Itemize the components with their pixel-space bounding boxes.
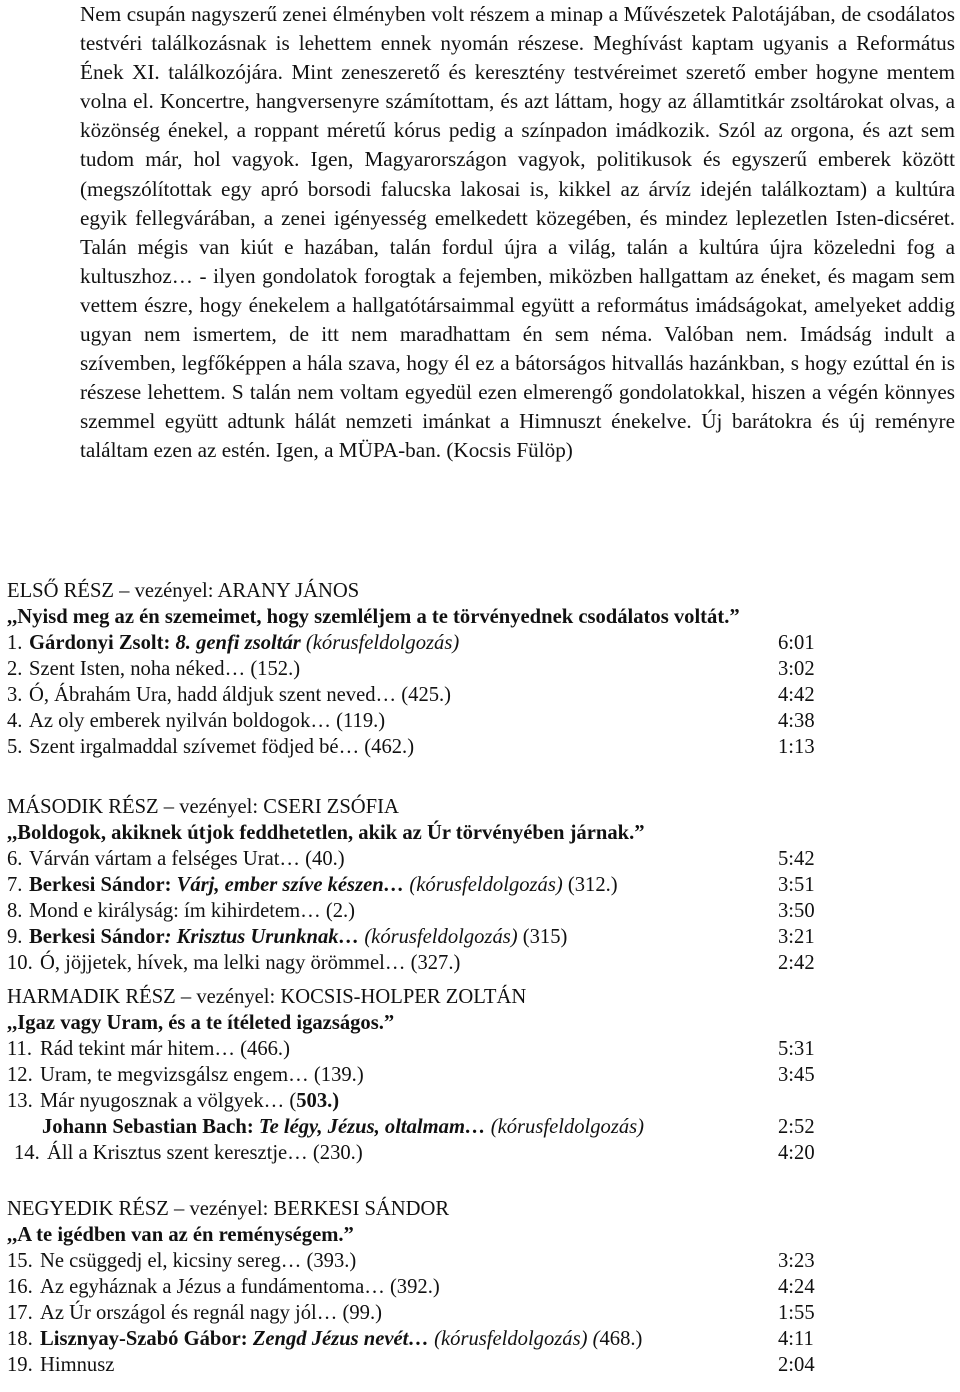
item-title-segment: Az oly emberek nyilván boldogok… (119.) [29, 710, 386, 732]
program-item [7, 630, 947, 656]
item-title [29, 872, 618, 898]
item-number: 10. [7, 952, 33, 974]
section-fourth [7, 1196, 947, 1378]
item-title [29, 846, 345, 872]
item-number: 7. [7, 874, 23, 896]
section-motto: ,,Igaz vagy Uram, és a te ítéleted igazságos.” [7, 1012, 395, 1034]
item-title [29, 630, 459, 656]
item-title-segment: Ne csüggedj el, kicsiny sereg… (393.) [40, 1250, 357, 1272]
program-item [7, 1352, 947, 1378]
item-title [40, 1248, 356, 1274]
item-title [40, 1352, 114, 1378]
item-duration: 3:50 [778, 900, 815, 922]
program-item [7, 872, 947, 898]
program-item [7, 708, 947, 734]
program-item [7, 1088, 947, 1114]
item-title-segment: Mond e királyság: ím kihirdetem… (2.) [29, 900, 356, 922]
item-duration: 4:42 [778, 684, 815, 706]
intro-paragraph: Nem csupán nagyszerű zenei élményben volt részem a minap a Művészetek Palotájában, de csodálatos testvéri találkozásnak is lehettem ennek nyomán részese. Meghívást kaptam ugyanis a Református Ének XI. találkozójára. Mint zeneszerető és keresztény testvéreimet szerető ember hogyne mentem volna el. Koncertre, hangversenyre számítottam, és azt láttam, hogy az államtitkár zsoltárokat olvas, a közönség énekel, a roppant méretű kórus pedig a színpadon imádkozik. Szól az orgona, és azt sem tudom már, hol vagyok. Igen, Magyarországon vagyok, politikusok és egyszerű emberek között (megszólítottak egy apró borsodi falucska lakosai is, kikkel az árvíz idején találkoztam) a kultúra egyik fellegvárában, a zenei igényesség emelkedett közegében, és mindez leplezetlen Isten-dicséret. Talán mégis van kiút e hazában, talán fordul újra a világ, talán a kultúra újra közeledni fog a kultuszhoz… - ilyen gondolatok forogtak a fejemben, miközben hallgattam az éneket, és magam sem vettem észre, hogy énekelem a hallgatótársaimmal együtt a református imádságokat, amelyeket addig ugyan nem ismertem, de itt nem maradhattam én sem néma. Valóban nem. Imádság indult a szívemben, legfőképpen a hála szava, hogy él ez a bátorságos hitvallás hazánkban, s hogy ezúttal én is részese lehettem. S talán nem voltam egyedül ezen elmerengő gondolatokkal, hiszen a végén könnyes szemmel együtt adtunk hálát nemzeti imánkat a Himnuszt énekelve. Új barátokra és új reményre találtam ezen az estén. Igen, a MÜPA-ban. (Kocsis Fülöp) [80, 2, 955, 463]
item-title-segment: Zengd Jézus nevét… [252, 1328, 430, 1350]
program-item [7, 1062, 947, 1088]
section-heading: NEGYEDIK RÉSZ – vezényel: BERKESI SÁNDOR [7, 1198, 450, 1220]
item-number: 11. [7, 1038, 32, 1060]
item-title-segment: Te légy, Jézus, oltalmam… [258, 1116, 486, 1138]
item-title [40, 1326, 642, 1352]
item-title [47, 1140, 363, 1166]
section-heading: MÁSODIK RÉSZ – vezényel: CSERI ZSÓFIA [7, 796, 399, 818]
item-number: 13. [7, 1090, 33, 1112]
program-item [7, 846, 947, 872]
item-title [40, 1300, 382, 1326]
item-number: 15. [7, 1250, 33, 1272]
section-first [7, 578, 947, 760]
item-title-segment: (315) [517, 926, 568, 948]
item-title [40, 1088, 339, 1114]
item-title-segment: (kórusfeldolgozás) [485, 1116, 645, 1138]
item-title [29, 708, 385, 734]
item-title-segment: Várj, ember szíve készen… [176, 874, 405, 896]
item-title-segment: : Krisztus Urunknak… [164, 926, 360, 948]
item-duration: 3:51 [778, 874, 815, 896]
item-title-segment: Szent irgalmaddal szívemet födjed bé… (462.) [29, 736, 415, 758]
item-duration: 2:52 [778, 1116, 815, 1138]
program-item [7, 1274, 947, 1300]
item-title-segment: Rád tekint már hitem… (466.) [40, 1038, 290, 1060]
item-title [40, 1274, 440, 1300]
program-item [7, 1300, 947, 1326]
item-title-segment: Az egyháznak a Jézus a fundámentoma… (392.) [40, 1276, 440, 1298]
item-title-segment: Uram, te megvizsgálsz engem… (139.) [40, 1064, 364, 1086]
item-number: 12. [7, 1064, 33, 1086]
item-number: 2. [7, 658, 23, 680]
item-duration: 5:31 [778, 1038, 815, 1060]
section-second [7, 794, 947, 976]
item-duration: 3:45 [778, 1064, 815, 1086]
item-number: 17. [7, 1302, 33, 1324]
item-duration: 3:21 [778, 926, 815, 948]
item-duration: 3:23 [778, 1250, 815, 1272]
program-item [7, 950, 947, 976]
section-heading: ELSŐ RÉSZ – vezényel: ARANY JÁNOS [7, 580, 360, 602]
item-duration: 6:01 [778, 632, 815, 654]
item-number: 16. [7, 1276, 33, 1298]
item-title-segment: Johann Sebastian Bach: [42, 1116, 259, 1138]
section-heading: HARMADIK RÉSZ – vezényel: KOCSIS-HOLPER ZOLTÁN [7, 986, 527, 1008]
item-title-segment: Himnusz [40, 1354, 115, 1376]
item-title [29, 924, 567, 950]
item-title-segment: Szent Isten, noha néked… (152.) [29, 658, 301, 680]
item-title [29, 682, 451, 708]
item-title-segment: Ó, Ábrahám Ura, hadd áldjuk szent neved… (425.) [29, 684, 452, 706]
item-title-segment: Várván vártam a felséges Urat… (40.) [29, 848, 345, 870]
item-title-segment: Gárdonyi Zsolt: [29, 632, 176, 654]
item-title-segment: Már nyugosznak a völgyek… ( [40, 1090, 297, 1112]
item-title [40, 1062, 364, 1088]
item-duration: 4:11 [778, 1328, 814, 1350]
item-title-segment: 503.) [296, 1090, 340, 1112]
program-item [7, 734, 947, 760]
program-item [7, 1140, 947, 1166]
item-duration: 1:13 [778, 736, 815, 758]
item-number: 19. [7, 1354, 33, 1376]
item-title [29, 898, 355, 924]
section-third [7, 984, 947, 1166]
program-item [7, 1248, 947, 1274]
item-number: 1. [7, 632, 23, 654]
program-item [7, 656, 947, 682]
item-duration: 4:20 [778, 1142, 815, 1164]
item-title-segment: (312.) [562, 874, 618, 896]
item-number: 8. [7, 900, 23, 922]
item-title-segment: Lisznyay-Szabó Gábor: [40, 1328, 253, 1350]
section-motto: ,,A te igédben van az én reménységem.” [7, 1224, 354, 1246]
program-item [7, 1326, 947, 1352]
item-title [40, 950, 460, 976]
item-number: 3. [7, 684, 23, 706]
item-title-segment: (kórusfeldolgozás) [359, 926, 518, 948]
item-duration: 4:24 [778, 1276, 815, 1298]
item-title [42, 1114, 644, 1140]
item-duration: 1:55 [778, 1302, 815, 1324]
program-item [7, 898, 947, 924]
item-title-segment: (kórusfeldolgozás) [300, 632, 460, 654]
program-item [7, 1114, 947, 1140]
item-number: 4. [7, 710, 23, 732]
item-title-segment: Áll a Krisztus szent keresztje… (230.) [47, 1142, 363, 1164]
item-number: 18. [7, 1328, 33, 1350]
item-title-segment: Ó, jöjjetek, hívek, ma lelki nagy örömmel… (327.) [40, 952, 461, 974]
item-duration: 4:38 [778, 710, 815, 732]
program-item [7, 1036, 947, 1062]
item-number: 9. [7, 926, 23, 948]
item-title-segment: Az Úr országol és regnál nagy jól… (99.) [40, 1302, 382, 1324]
item-number: 14. [14, 1142, 40, 1164]
item-title-segment: 8. genfi zsoltár [175, 632, 301, 654]
item-title [40, 1036, 290, 1062]
item-title-segment: (kórusfeldolgozás) [404, 874, 563, 896]
program-item [7, 682, 947, 708]
item-duration: 5:42 [778, 848, 815, 870]
item-number: 6. [7, 848, 23, 870]
item-title-segment: 468.) [599, 1328, 643, 1350]
section-motto: ,,Nyisd meg az én szemeimet, hogy szemléljem a te törvényednek csodálatos voltát.” [7, 606, 740, 628]
section-motto: ,,Boldogok, akiknek útjok feddhetetlen, akik az Úr törvényében járnak.” [7, 822, 645, 844]
item-number: 5. [7, 736, 23, 758]
item-title-segment: Berkesi Sándor [29, 926, 165, 948]
item-title-segment: (kórusfeldolgozás) ( [429, 1328, 600, 1350]
program-item [7, 924, 947, 950]
item-duration: 2:42 [778, 952, 815, 974]
item-title-segment: Berkesi Sándor: [29, 874, 177, 896]
item-title [29, 656, 300, 682]
item-duration: 2:04 [778, 1354, 815, 1376]
item-title [29, 734, 414, 760]
item-duration: 3:02 [778, 658, 815, 680]
